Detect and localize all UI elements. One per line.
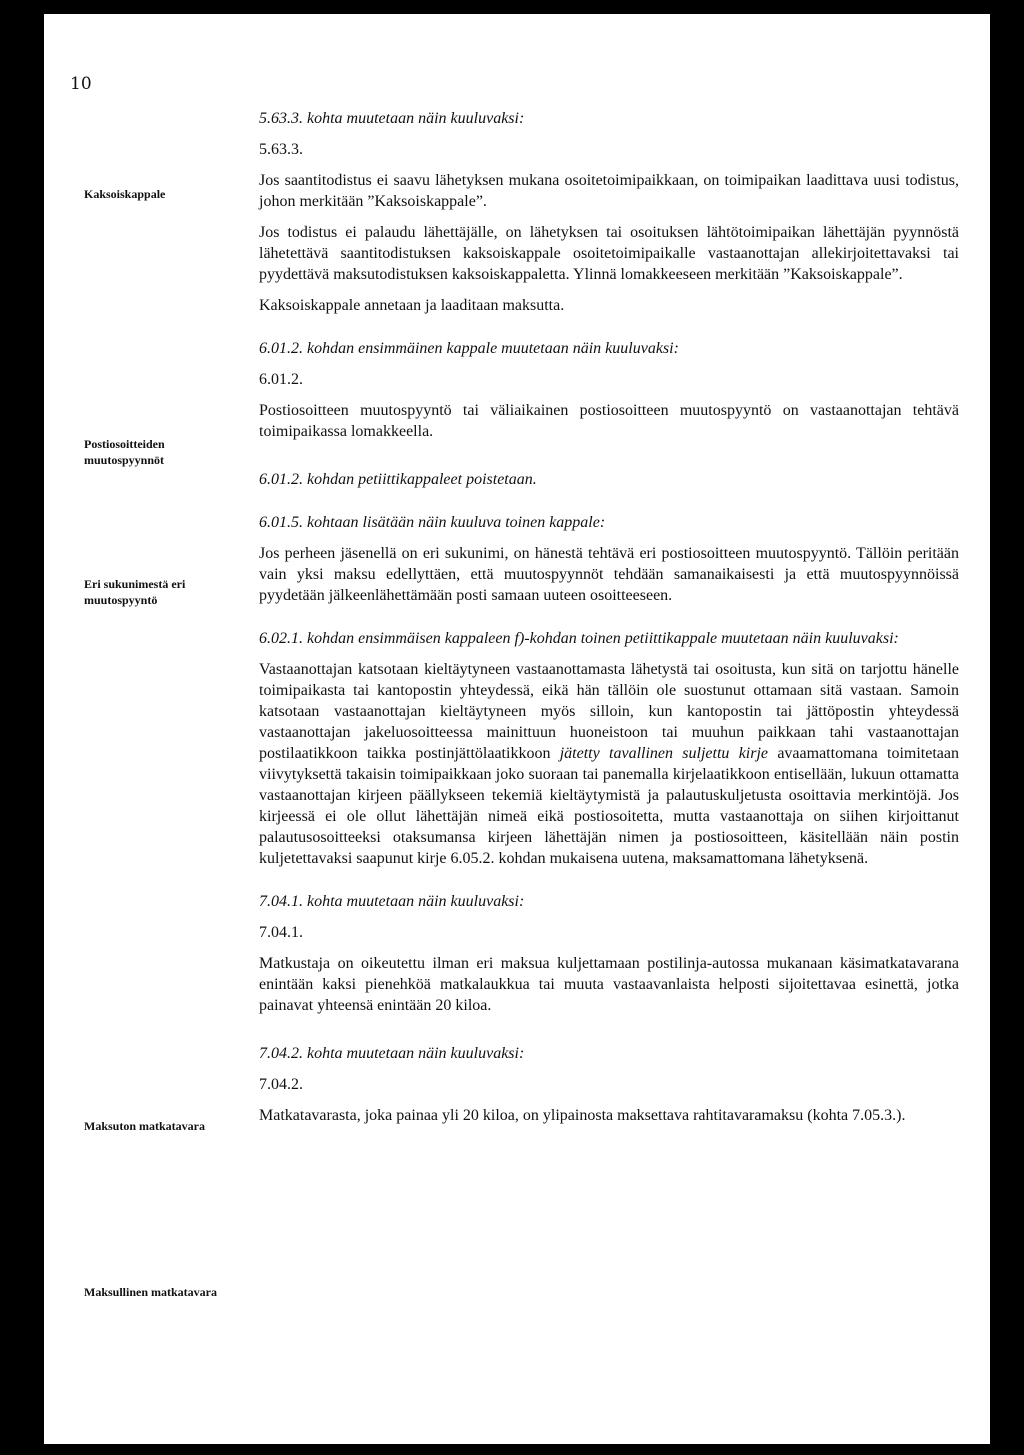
paragraph: Jos perheen jäsenellä on eri sukunimi, on hänestä tehtävä eri postiosoitteen muutospyyntö. Tällöin peritään vain yksi maksu edellyttäen, että muutospyynnöt tehdään samanaikaisesti ja että muutospyynnöissä pyydetään jälkeenlähettämään posti samaan uuteen osoitteeseen. [259, 545, 959, 604]
section-heading-6-01-2-petiitti: 6.01.2. kohdan petiittikappaleet poistetaan. [259, 471, 537, 488]
paragraph: Jos saantitodistus ei saavu lähetyksen mukana osoitetoimipaikkaan, on toimipaikan laadittava uusi todistus, johon merkitään ”Kaksoiskappale”. [259, 172, 959, 210]
paragraph [259, 659, 959, 869]
margin-note-postiosoitteiden-muutospyynnot: Postiosoitteiden muutospyynnöt [84, 437, 165, 467]
margin-note-maksuton-matkatavara: Maksuton matkatavara [84, 1119, 206, 1133]
section-heading-5-63-3: 5.63.3. kohta muutetaan näin kuuluvaksi: [259, 110, 525, 127]
italic-phrase: jätetty tavallinen suljettu kirje [559, 745, 769, 762]
section-number-6-01-2: 6.01.2. [259, 371, 303, 388]
page-number: 10 [70, 74, 92, 94]
margin-note-maksullinen-matkatavara: Maksullinen matkatavara [84, 1285, 218, 1299]
section-number-5-63-3: 5.63.3. [259, 141, 303, 158]
section-heading-6-01-5: 6.01.5. kohtaan lisätään näin kuuluva toinen kappale: [259, 514, 606, 531]
paragraph: Kaksoiskappale annetaan ja laaditaan maksutta. [259, 297, 565, 314]
margin-note-kaksoiskappale: Kaksoiskappale [84, 187, 166, 201]
section-number-7-04-1: 7.04.1. [259, 924, 303, 941]
paragraph: Matkustaja on oikeutettu ilman eri maksua kuljettamaan postilinja-autossa mukanaan käsimatkatavarana enintään kaksi pienehköä matkalaukkua tai muuta vastaavanlaista helposti sijoitettavaa esinettä, jotka painavat yhteensä enintään 20 kiloa. [259, 955, 959, 1014]
section-heading-7-04-1: 7.04.1. kohta muutetaan näin kuuluvaksi: [259, 893, 525, 910]
paragraph: Jos todistus ei palaudu lähettäjälle, on lähetyksen tai osoituksen lähtötoimipaikan lähettäjän pyynnöstä lähetettävä saantitodistuksen kaksoiskappale osoitetoimipaikalle vastaanottajan allekirjoitettavaksi tai pyydettävä maksutodistuksen kaksoiskappaletta. Ylinnä lomakkeeseen merkitään ”Kaksoiskappale”. [259, 224, 959, 283]
section-heading-6-02-1: 6.02.1. kohdan ensimmäisen kappaleen f)-kohdan toinen petiittikappale muutetaan näin kuuluvaksi: [259, 630, 899, 647]
section-number-7-04-2: 7.04.2. [259, 1076, 303, 1093]
document-page [44, 14, 990, 1444]
paragraph-part: avaamattomana toimitetaan viivytyksettä takaisin toimipaikkaan joko suoraan tai panemalla kirjelaatikkoon entisellään, lukuun ottamatta vastaanottajan kirjeen päällykseen tekemiä kieltäytymistä ja palautuskuljetusta osoittavia merkintöjä. Jos kirjeessä ei ole ollut lähettäjän nimeä eikä postiosoitetta, mutta vastaanottaja on siihen kirjoittanut palautusosoitteeksi otaksumansa kirjeen lähettäjän nimen ja postiosoitteen, käsitellään näin postin kuljetettavaksi saapunut kirje 6.05.2. kohdan mukaisena uutena, maksamattomana lähetyksenä. [259, 745, 959, 867]
section-heading-6-01-2: 6.01.2. kohdan ensimmäinen kappale muutetaan näin kuuluvaksi: [259, 340, 679, 357]
main-text-column [259, 108, 959, 1126]
paragraph-part: Vastaanottajan katsotaan kieltäytyneen vastaanottamasta lähetystä tai osoitusta, kun sitä on tarjottu hänelle toimipaikasta tai kantopostin yhteydessä, eikä hän tällöin ole suostunut ottamaan sitä vastaan. Samoin katsotaan vastaanottajan kieltäytyneen myös silloin, kun kantopostin tai jättöpostin yhteydessä vastaanottajan jakeluosoitteessa mainittuun huoneistoon tai muuhun paikkaan tahi vastaanottajan postilaatikkoon taikka postinjättölaatikkoon [259, 661, 959, 762]
paragraph: Postiosoitteen muutospyyntö tai väliaikainen postiosoitteen muutospyyntö on vastaanottajan tehtävä toimipaikassa lomakkeella. [259, 402, 959, 440]
margin-note-eri-sukunimesta: Eri sukunimestä eri muutospyyntö [84, 577, 186, 607]
paragraph: Matkatavarasta, joka painaa yli 20 kiloa, on ylipainosta maksettava rahtitavaramaksu (kohta 7.05.3.). [259, 1107, 906, 1124]
section-heading-7-04-2: 7.04.2. kohta muutetaan näin kuuluvaksi: [259, 1045, 525, 1062]
